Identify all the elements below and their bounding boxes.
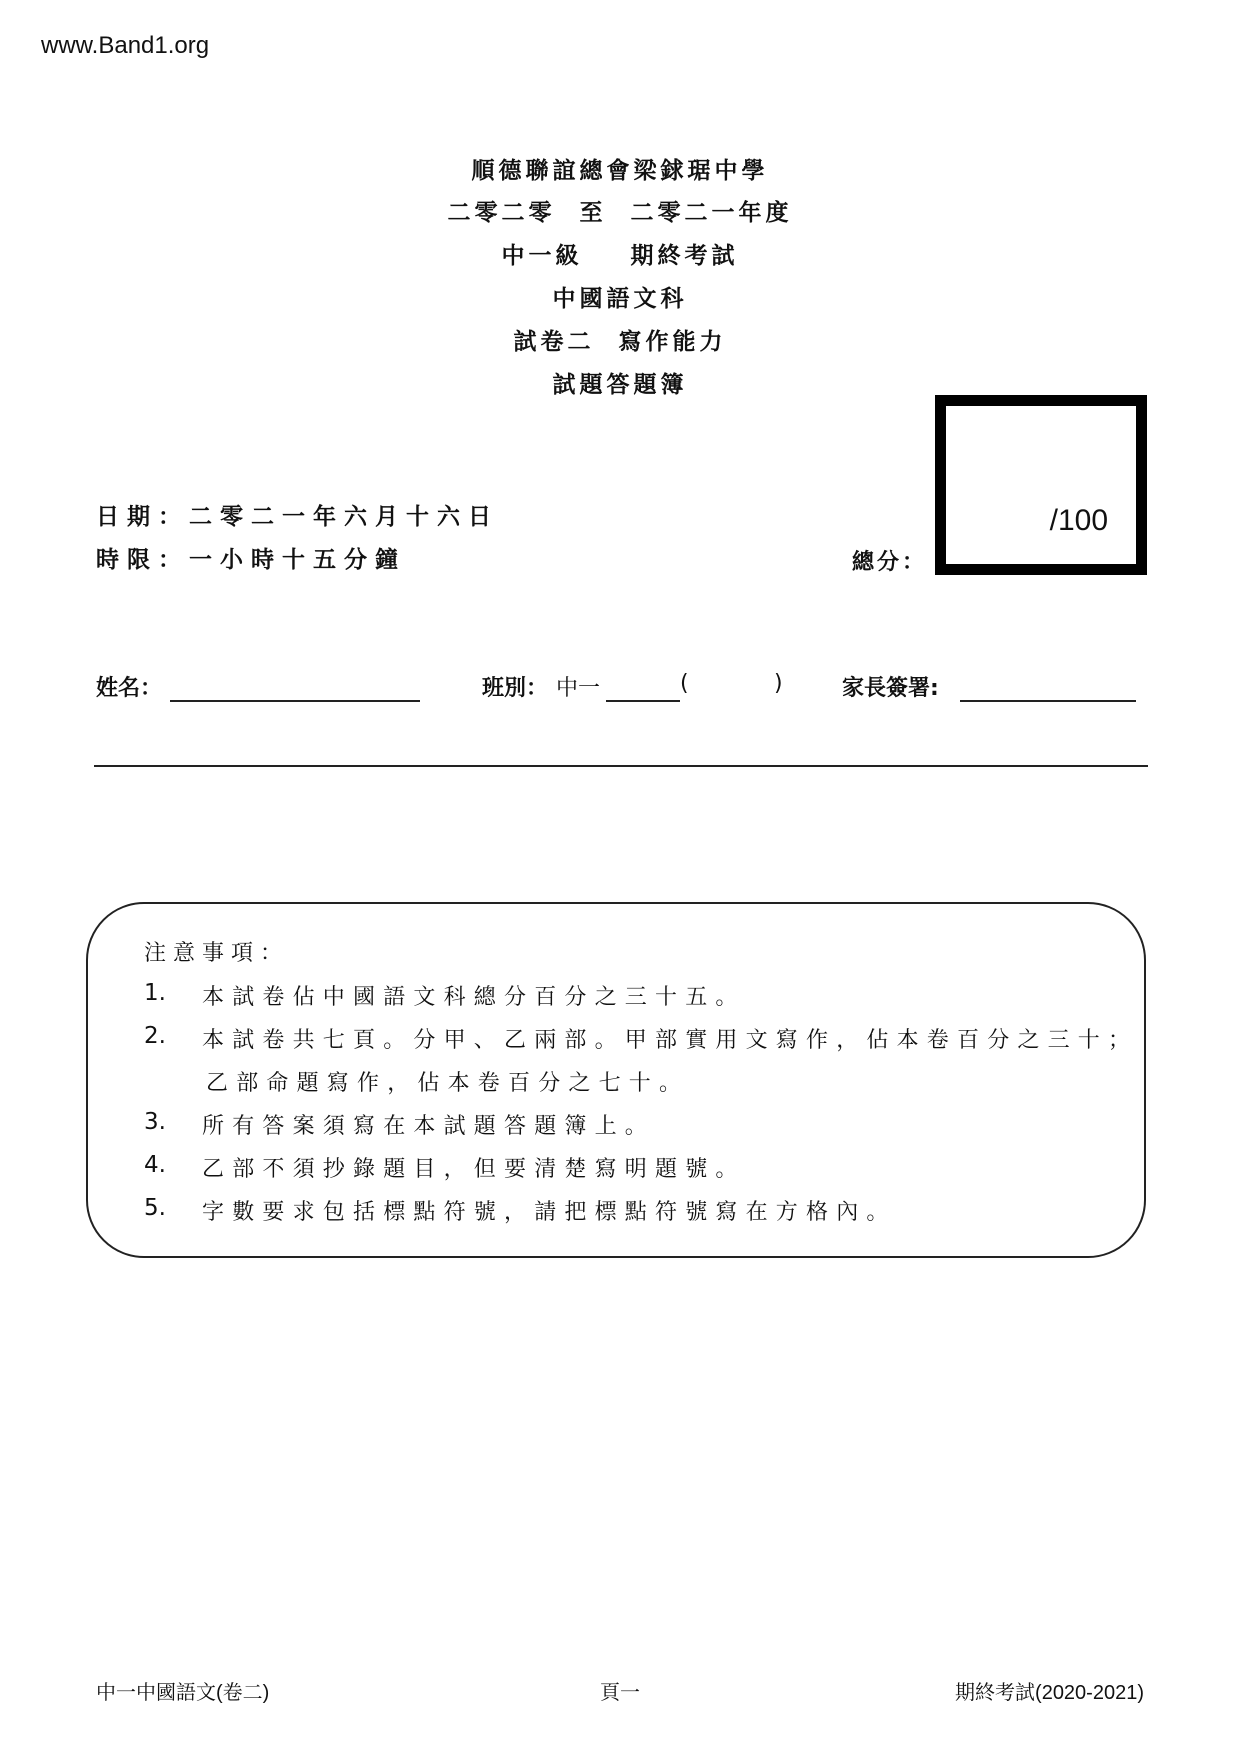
booklet-title: 試題答題簿 (552, 372, 688, 398)
footer-exam: 期終考試(2020-2021) (955, 1682, 1144, 1704)
total-score-max: /100 (1049, 504, 1108, 537)
academic-year: 二零二零 至 二零二一年度 (447, 200, 793, 226)
class-prefix: 中一 (556, 676, 601, 701)
note-text: 所有答案須寫在本試題答題簿上。 (202, 1114, 656, 1139)
divider (94, 765, 1148, 767)
class-field[interactable] (606, 700, 680, 702)
watermark: www.Band1.org (41, 32, 210, 59)
school-name: 順德聯誼總會梁銶琚中學 (471, 158, 769, 184)
class-number-close: ) (774, 671, 783, 696)
note-text-continued: 乙部命題寫作，佔本卷百分之七十。 (206, 1071, 690, 1096)
parent-signature-label: 家長簽署: (842, 676, 939, 701)
note-number: 5. (144, 1195, 166, 1221)
note-text: 字數要求包括標點符號，請把標點符號寫在方格內。 (202, 1200, 897, 1225)
total-score-box (935, 395, 1147, 575)
note-text: 本試卷共七頁。分甲、乙兩部。甲部實用文寫作，佔本卷百分之三十； (202, 1028, 1139, 1053)
class-number-open: ( (680, 671, 689, 696)
note-text: 乙部不須抄錄題目，但要清楚寫明題號。 (202, 1157, 746, 1182)
footer-course: 中一中國語文(卷二) (96, 1682, 270, 1704)
note-text: 本試卷佔中國語文科總分百分之三十五。 (202, 985, 746, 1010)
paper-title: 試卷二 寫作能力 (513, 329, 727, 355)
note-number: 4. (144, 1152, 166, 1178)
footer-page: 頁一 (600, 1682, 640, 1704)
exam-date: 日期：二零二一年六月十六日 (96, 504, 499, 530)
notes-title: 注意事項： (144, 941, 290, 966)
class-number-field[interactable] (694, 671, 770, 699)
name-label: 姓名： (96, 676, 163, 701)
class-label: 班別： (482, 676, 549, 701)
note-number: 1. (144, 980, 166, 1006)
note-number: 2. (144, 1023, 166, 1049)
total-score-label: 總分： (852, 550, 928, 575)
exam-title: 中一級 期終考試 (501, 243, 739, 269)
subject-title: 中國語文科 (552, 286, 688, 312)
parent-signature-field[interactable] (960, 700, 1136, 702)
exam-duration: 時限：一小時十五分鐘 (96, 547, 406, 573)
note-number: 3. (144, 1109, 166, 1135)
name-field[interactable] (170, 700, 420, 702)
